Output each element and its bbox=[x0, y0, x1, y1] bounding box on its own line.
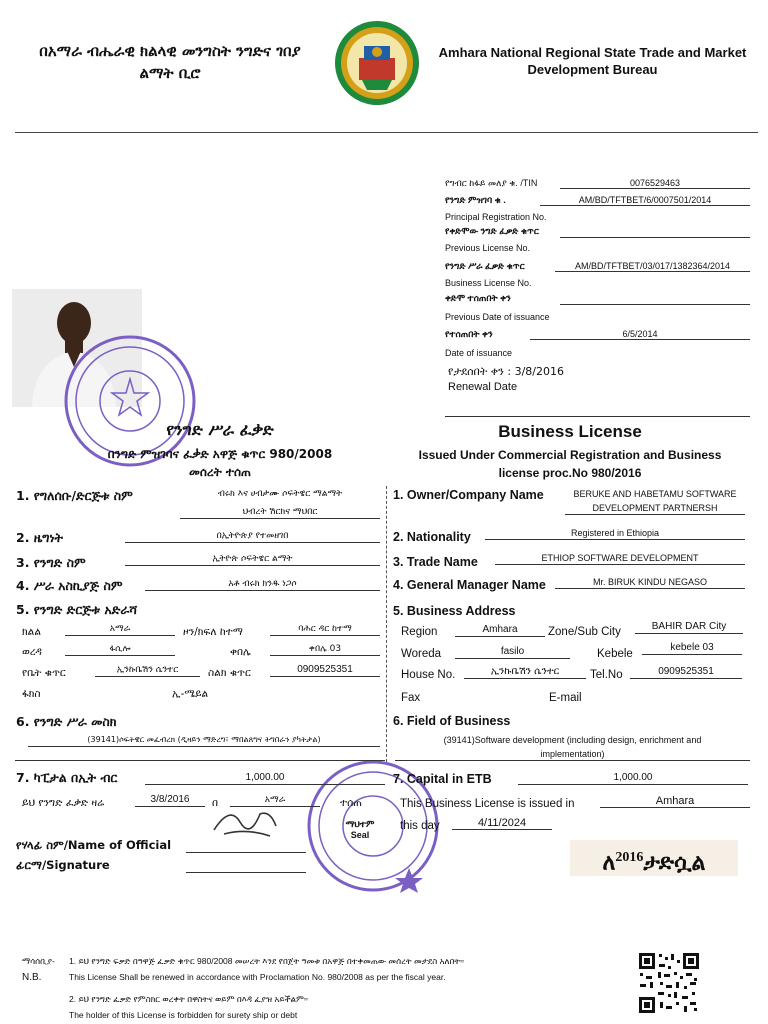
field-label-en: 6. Field of Business bbox=[393, 714, 511, 728]
field-label-am: 6. የንግድ ሥራ መስክ bbox=[16, 714, 117, 729]
nb-label-am: ማሳሰቢያ- bbox=[22, 956, 55, 966]
issue-value: 6/5/2014 bbox=[530, 329, 750, 340]
issue-label-en: Date of issuance bbox=[445, 348, 513, 358]
note2-en: The holder of this License is forbidden for surety ship or debt bbox=[69, 1010, 298, 1020]
house-value-en: ኢንኩቤሽን ሴንተር bbox=[464, 666, 586, 679]
signature-label: ፊርማ/Signature bbox=[16, 858, 110, 872]
reg-label-am: የንግድ ምዝገባ ቁ . bbox=[445, 195, 506, 205]
capital-value-en: 1,000.00 bbox=[518, 772, 748, 785]
region-value-en: Amhara bbox=[455, 624, 545, 637]
zone-label-am: ዞን/ክፍለ ከተማ bbox=[183, 626, 243, 638]
issue-label-am: የተሰጠበት ቀን bbox=[445, 329, 493, 339]
phone-label-am: ስልክ ቁጥር bbox=[208, 667, 251, 679]
region-label-am: ክልል bbox=[22, 626, 41, 638]
trade-value-am: ኢትዮጵ ሶፍትዌር ልማት bbox=[125, 553, 380, 566]
owner-label-am: 1. የግለሰቡ/ድርጅቱ ስም bbox=[16, 488, 133, 503]
kebele-value-am: ቀበሌ 03 bbox=[270, 643, 380, 656]
bureau-name-amharic: በአማራ ብሔራዊ ክልላዊ መንግስት ንግድና ገበያ ልማት ቢሮ bbox=[39, 42, 301, 82]
tel-label-en: Tel.No bbox=[590, 669, 623, 681]
day-value-en: 4/11/2024 bbox=[452, 817, 552, 830]
issued-region-am: አማራ bbox=[230, 794, 320, 807]
capital-label-en: 7. Capital in ETB bbox=[393, 772, 492, 786]
header-divider bbox=[15, 132, 758, 133]
signature-line bbox=[186, 872, 306, 873]
nation-label-am: 2. ዜግነት bbox=[16, 530, 63, 545]
mgr-label-en: 4. General Manager Name bbox=[393, 578, 546, 592]
regional-emblem-icon bbox=[332, 18, 422, 108]
qr-code-icon bbox=[638, 952, 700, 1014]
reg-value: AM/BD/TFTBET/6/0007501/2014 bbox=[540, 195, 750, 206]
prev-lic-label-en: Previous License No. bbox=[445, 243, 531, 253]
email-label-am: ኢ-ሜይል bbox=[172, 688, 209, 700]
owner-value-en-2: DEVELOPMENT PARTNERSH bbox=[565, 502, 745, 515]
issued-date-am: 3/8/2016 bbox=[135, 794, 205, 807]
kebele-value-en: kebele 03 bbox=[642, 642, 742, 655]
issued-suffix-am: ተሰጠ bbox=[340, 797, 362, 809]
official-name-line bbox=[186, 852, 306, 853]
license-title-am: የንግድ ሥራ ፈቃድ bbox=[166, 420, 274, 439]
region-value-am: አማራ bbox=[65, 623, 175, 636]
prev-date-value bbox=[560, 293, 750, 305]
kebele-label-en: Kebele bbox=[597, 648, 633, 660]
renewal-stamp: ለ$^{2016}$ታድሷል bbox=[570, 840, 738, 876]
license-subtitle-en: Issued Under Commercial Registration and Business license proc.No 980/2016 bbox=[418, 448, 722, 480]
capital-value-am: 1,000.00 bbox=[145, 772, 385, 785]
renewal-year: 2016 bbox=[615, 850, 644, 865]
woreda-value-am: ፋሲሎ bbox=[65, 643, 175, 656]
trade-label-am: 3. የንግድ ስም bbox=[16, 555, 86, 570]
section-divider-am bbox=[15, 760, 385, 761]
fax-label-en: Fax bbox=[401, 692, 421, 704]
note1-en: This License Shall be renewed in accordance with Proclamation No. 980/2008 as per the fiscal year. bbox=[69, 972, 446, 982]
trade-value-en: ETHIOP SOFTWARE DEVELOPMENT bbox=[495, 552, 745, 565]
tin-value: 0076529463 bbox=[560, 178, 750, 189]
prev-lic-value bbox=[560, 226, 750, 238]
prev-lic-label-am: የቀድሞው ንግድ ፈቃድ ቁጥር bbox=[445, 226, 539, 236]
tin-label: የግብር ከፋይ መለያ ቁ. /TIN bbox=[445, 178, 538, 188]
zone-value-en: BAHIR DAR City bbox=[635, 621, 743, 634]
phone-value-am: 0909525351 bbox=[270, 664, 380, 677]
issued-region-en: Amhara bbox=[600, 795, 750, 808]
nation-label-en: 2. Nationality bbox=[393, 530, 471, 544]
lic-label-en: Business License No. bbox=[445, 278, 532, 288]
issued-label-en: This Business License is issued in bbox=[400, 798, 575, 810]
nb-label-en: N.B. bbox=[22, 972, 42, 983]
renew-value: 3/8/2016 bbox=[514, 365, 564, 378]
lic-label-am: የንግድ ሥራ ፈቃድ ቁጥር bbox=[445, 261, 525, 271]
tel-value-en: 0909525351 bbox=[630, 666, 742, 679]
woreda-label-en: Woreda bbox=[401, 648, 442, 660]
registry-divider bbox=[445, 416, 750, 417]
license-title-en: Business License bbox=[498, 422, 642, 441]
zone-label-en: Zone/Sub City bbox=[548, 626, 621, 638]
column-divider bbox=[386, 486, 388, 762]
renew-label-am: የታደሰበት ቀን : 3/8/2016 bbox=[448, 365, 564, 378]
reg-label-en: Principal Registration No. bbox=[445, 212, 547, 222]
owner-label-en: 1. Owner/Company Name bbox=[393, 488, 544, 502]
mgr-value-en: Mr. BIRUK KINDU NEGASO bbox=[555, 576, 745, 589]
kebele-label-am: ቀበሌ bbox=[230, 646, 251, 658]
renew-label-en: Renewal Date bbox=[448, 381, 518, 393]
capital-label-am: 7. ካፒታል በኢት ብር bbox=[16, 770, 118, 785]
prev-date-label-am: ቀድሞ ተሰጠበት ቀን bbox=[445, 293, 511, 303]
field-value-en-2: implementation) bbox=[395, 748, 750, 761]
fax-label-am: ፋክስ bbox=[22, 688, 41, 700]
handwritten-signature-icon bbox=[210, 800, 280, 840]
bureau-name-english: Amhara National Regional State Trade and Market Development Bureau bbox=[438, 45, 747, 77]
nation-value-am: በኢትዮጵያ የተመዘገበ bbox=[125, 530, 380, 543]
mgr-label-am: 4. ሥራ አስኪያጅ ስም bbox=[16, 578, 123, 593]
license-subtitle-am: በንግድ ምዝገባና ፈቃድ አዋጅ ቁጥር 980/2008 መሰረት ተሰጠ bbox=[107, 447, 333, 479]
field-value-en-1: (39141)Software development (including design, enrichment and bbox=[443, 735, 702, 745]
field-value-am: (39141)ሶፍትዌር መፈብረክ (ዲዛይን ማድረግ፣ ማበልጸግና ትግበራን ያካትታል) bbox=[28, 734, 380, 747]
house-label-en: House No. bbox=[401, 669, 456, 681]
house-value-am: ኢንኩቤሽን ሴንተር bbox=[95, 664, 200, 677]
issued-prefix-am: ይህ የንግድ ፈቃድ ዛሬ bbox=[22, 797, 105, 809]
lic-value: AM/BD/TFTBET/03/017/1382364/2014 bbox=[555, 261, 750, 272]
region-label-en: Region bbox=[401, 626, 438, 638]
mgr-value-am: አቶ ብሩክ ክንዱ ነጋሶ bbox=[145, 578, 380, 591]
official-label: የሃላፊ ስም/Name of Official bbox=[16, 838, 172, 852]
woreda-label-am: ወረዳ bbox=[22, 646, 42, 658]
addr-label-am: 5. የንግድ ድርጅቱ አድራሻ bbox=[16, 602, 138, 617]
addr-label-en: 5. Business Address bbox=[393, 604, 516, 618]
owner-value-en-1: BERUKE AND HABETAMU SOFTWARE bbox=[573, 489, 737, 499]
prev-date-label-en: Previous Date of issuance bbox=[445, 312, 550, 322]
house-label-am: የቤት ቁጥር bbox=[22, 667, 66, 679]
day-label-en: this day bbox=[400, 820, 440, 832]
email-label-en: E-mail bbox=[549, 692, 582, 704]
zone-value-am: ባሕር ዳር ከተማ bbox=[270, 623, 380, 636]
issued-in-am: በ bbox=[212, 797, 219, 809]
trade-label-en: 3. Trade Name bbox=[393, 555, 478, 569]
woreda-value-en: fasilo bbox=[455, 646, 570, 659]
owner-value-am-2: ህብረት ሽርክና ማህበር bbox=[180, 506, 380, 519]
nation-value-en: Registered in Ethiopia bbox=[485, 527, 745, 540]
note1-am: 1. ይህ የንግድ ፍቃድ በዓዋጅ ፈቃድ ቁጥር 980/2008 መሠረት እንደ የበጀት ዓመቱ በአዋጅ በተቀመጠው መሰረት መታደስ አለበት። bbox=[69, 956, 465, 966]
owner-value-am-1: ብሩክ እና ሀብታሙ ሶፍትዌር ማልማት bbox=[217, 489, 343, 499]
note2-am: 2. ይህ የንግድ ፈቃድ የምስክር ወረቀት በዋስትና ወይም በእዳ ፈያዝ አይችልም። bbox=[69, 994, 308, 1004]
seal-caption: ማህተም Seal bbox=[345, 820, 375, 840]
